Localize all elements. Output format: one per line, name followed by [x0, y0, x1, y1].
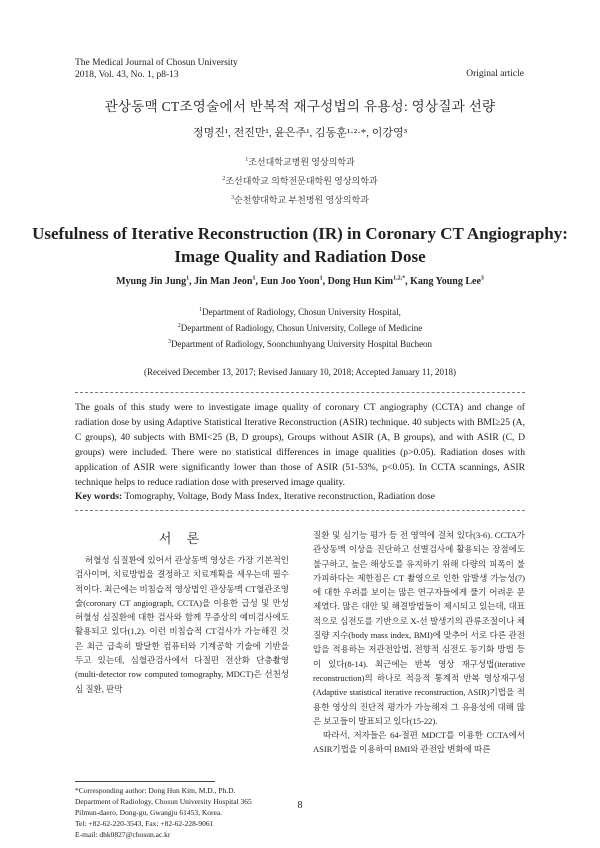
keywords-label: Key words: [75, 491, 123, 502]
body-paragraph: 허혈성 심질환에 있어서 관상동맥 영상은 가장 기본적인 검사이며, 치료방법을 결정하고 치료계획을 세우는데 필수적이다. 최근에는 비침습적 영상법인 관상동맥 CT혈관조영술(coronary CT angiograph, CCTA)을 이용한 급성 및 만성 허혈성 심질환에 대한 검사와 함께 무증상의 예비검사에도 활용되고 있다(1,2). 이런 비침습적 CT검사가 가능해진 것은 최근 급속히 발달한 컴퓨터와 기계공학 기술에 기반을 두고 있는데, 심혈관검사에서 다절편 전산화 단층촬영(multi-detector row computed tomography, MDCT)은 선천성 심 질환, 판막 [75, 555, 289, 694]
divider [75, 510, 525, 511]
article-type: Original article [466, 69, 524, 79]
body-left-column [75, 528, 289, 696]
english-affiliation-3: $^3$Department of Radiology, Soonchunhyang University Hospital Bucheon [167, 339, 433, 349]
english-affiliation-2: $^2$Department of Radiology, Chosun University, College of Medicine [177, 323, 423, 333]
author-name: Jin Man Jeon [194, 276, 253, 287]
body-paragraph: 질환 및 심기능 평가 등 전 영역에 걸쳐 있다(3-6). CCTA가 관상동맥 이상을 진단하고 선별검사에 활용되는 장점에도 불구하고, 높은 해상도를 유지하기 위해 다량의 피폭이 불가피하다는 제한점은 CT 촬영으로 인한 암발생 가능성(7)에 대한 우려를 보이는 많은 연구자들에게 풀기 어려운 문제였다. 많은 대안 및 해결방법들이 제시되고 있는데, 대표적으로 심전도를 기반으로 X-선 발생기의 관류조절이나 체질량 지수(body mass index, BMI)에 맞추어 서로 다른 관전압을 적용하는 저관전압법, 전향적 심전도 동기화 방법 등이 있다(8-14). 최근에는 반복 영상 재구성법(iterative reconstruction)의 하나로 적응적 통계적 반복 영상재구성(Adaptive statistical iterative reconstruction, ASIR)기법을 적용한 영상의 진단적 평가가 가능해져 그 유용성에 대해 많은 보고들이 발표되고 있다(15-22). [313, 530, 525, 726]
section-title: 서 론 [158, 531, 206, 546]
korean-title: 관상동맥 CT조영술에서 반복적 재구성법의 유용성: 영상질과 선량 [104, 99, 496, 114]
keywords-value: Tomography, Voltage, Body Mass Index, Iterative reconstruction, Radiation dose [124, 491, 436, 502]
english-authors: Myung Jin Jung$^1$, Jin Man Jeon$^1$, Eun Joo Yoon$^1$, Dong Hun Kim$^{1,2,*}$, Kang Young Lee$^3$ [116, 275, 484, 287]
journal-name: The Medical Journal of Chosun University [75, 58, 238, 68]
english-affiliation-1: $^1$Department of Radiology, Chosun University Hospital, [199, 307, 401, 317]
korean-affiliation-2: $^2$조선대학교 의학전문대학원 영상의학과 [222, 176, 378, 186]
english-title: Usefulness of Iterative Reconstruction (IR) in Coronary CT Angiography: Image Quality and Radiation Dose [32, 224, 568, 266]
korean-affiliation-3: $^3$순천향대학교 부천병원 영상의학과 [231, 195, 369, 205]
author-name: Myung Jin Jung [116, 276, 187, 287]
body-paragraph: 따라서, 저자들은 64-절편 MDCT를 이용한 CCTA에서 ASIR기법을 이용하여 BMI와 관전압 변화에 따른 [313, 730, 525, 755]
divider [75, 392, 525, 393]
abstract: The goals of this study were to investigate image quality of coronary CT angiography (CCTA) and change of radiation dose by using Adaptive Statistical Iterative Reconstruction (ASIR) technique. 40 subjects with BMI≥25 (A, C groups), 40 subjects with BMI<25 (B, D groups), Groups without ASIR (A, B groups), and with ASIR (C, D groups) were included. There were no statistical differences in image qualities (p>0.05). Radiation doses with application of ASIR were significantly lower than those of ASIR (51-53%, p<0.05). In CCTA scannings, ASIR technique helps to reduce radiation dose with preserved image quality. [75, 402, 525, 488]
keywords [75, 491, 525, 502]
footnote-rule [75, 781, 215, 782]
korean-authors: 정명진¹, 전진만¹, 윤은주¹, 김동훈¹·²·*, 이강영³ [192, 127, 407, 139]
author-name: Kang Young Lee [410, 276, 481, 287]
received-dates: (Received December 13, 2017; Revised January 10, 2018; Accepted January 11, 2018) [143, 367, 457, 377]
author-name: Eun Joo Yoon [260, 276, 320, 287]
journal-citation: 2018, Vol. 43, No. 1, p8-13 [75, 70, 179, 80]
author-name: Dong Hun Kim [327, 276, 394, 287]
page-number: 8 [297, 800, 303, 811]
body-right-column [313, 528, 525, 757]
corresponding-author-footnote: *Corresponding author: Dong Hun Kim, M.D., Ph.D. Department of Radiology, Chosun University Hospital 365 Pilmun-daero, Dong-gu, Gwangju 61453, Korea. Tel: +82-62-220-3543, Fax: +82-62-228-9061 E-mail: dhk0827@chosun.ac.kr [75, 786, 252, 839]
journal-header [75, 57, 238, 81]
korean-affiliation-1: $^1$조선대학교병원 영상의학과 [245, 157, 355, 167]
